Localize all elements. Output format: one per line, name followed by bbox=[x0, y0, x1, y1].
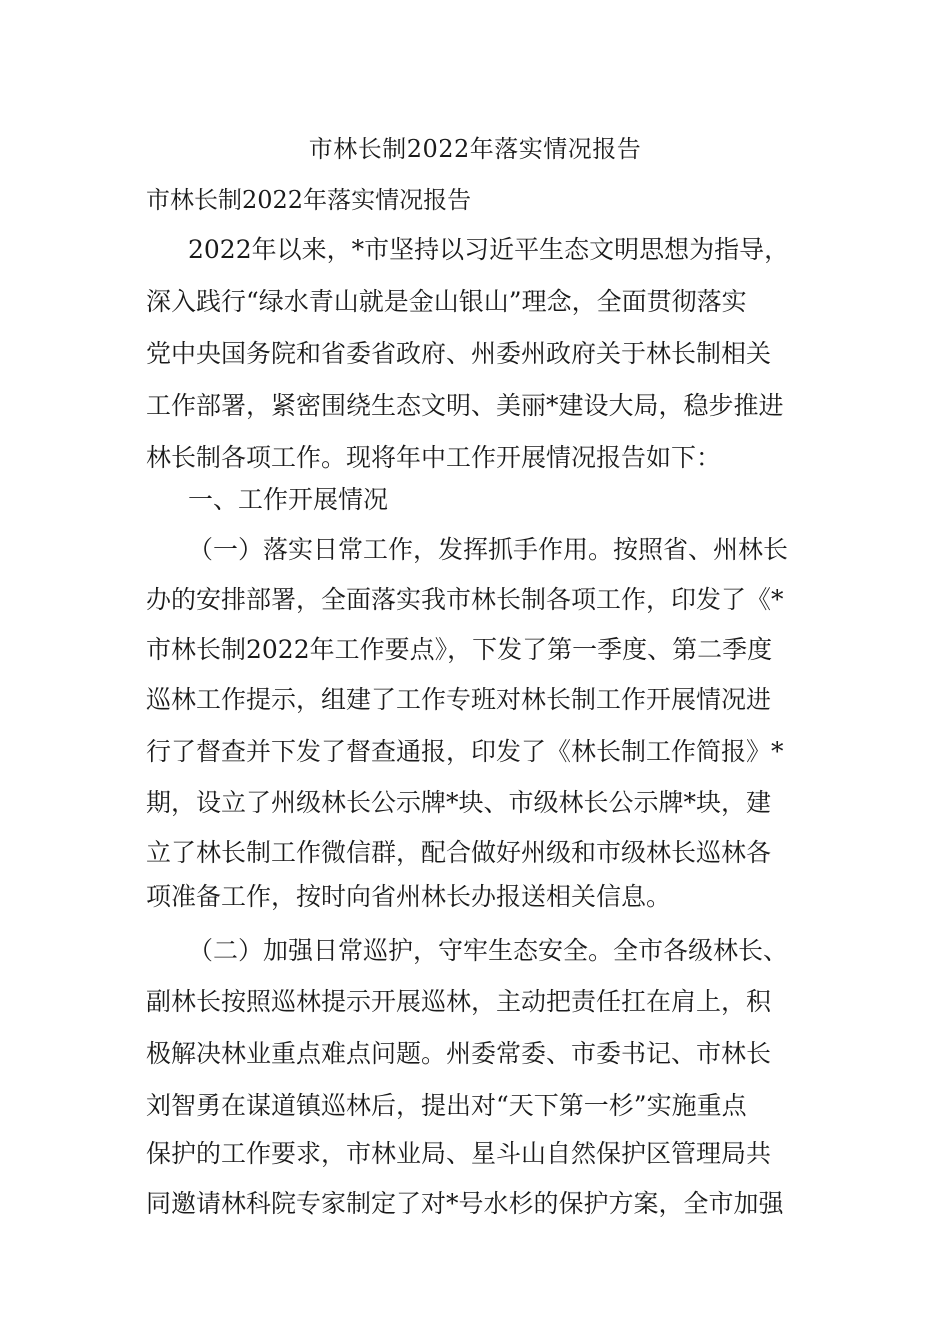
body-line: 期，设立了州级林长公示牌*块、市级林长公示牌*块，建 bbox=[146, 788, 772, 817]
body-line: 同邀请林科院专家制定了对*号水杉的保护方案，全市加强 bbox=[146, 1189, 784, 1218]
body-line: 立了林长制工作微信群，配合做好州级和市级林长巡林各 bbox=[146, 838, 772, 867]
body-line: 市林长制2022年工作要点》，下发了第一季度、第二季度 bbox=[146, 635, 773, 664]
body-line: （一）落实日常工作，发挥抓手作用。按照省、州林长 bbox=[188, 535, 789, 564]
document-title: 市林长制2022年落实情况报告 bbox=[308, 135, 642, 163]
body-line: （二）加强日常巡护，守牢生态安全。全市各级林长、 bbox=[188, 936, 789, 965]
section-heading: 一、工作开展情况 bbox=[188, 485, 389, 514]
body-line: 2022年以来，*市坚持以习近平生态文明思想为指导， bbox=[188, 235, 790, 264]
body-line: 项准备工作，按时向省州林长办报送相关信息。 bbox=[146, 882, 672, 911]
body-line: 巡林工作提示，组建了工作专班对林长制工作开展情况进 bbox=[146, 685, 772, 714]
document-subtitle: 市林长制2022年落实情况报告 bbox=[146, 186, 472, 214]
body-line: 深入践行“绿水青山就是金山银山”理念，全面贯彻落实 bbox=[146, 287, 747, 316]
body-line: 工作部署，紧密围绕生态文明、美丽*建设大局，稳步推进 bbox=[146, 391, 784, 420]
body-line: 保护的工作要求，市林业局、星斗山自然保护区管理局共 bbox=[146, 1139, 772, 1168]
body-line: 刘智勇在谋道镇巡林后，提出对“天下第一杉”实施重点 bbox=[146, 1091, 747, 1120]
body-line: 林长制各项工作。现将年中工作开展情况报告如下： bbox=[146, 443, 722, 472]
body-line: 副林长按照巡林提示开展巡林，主动把责任扛在肩上，积 bbox=[146, 987, 772, 1016]
body-line: 党中央国务院和省委省政府、州委州政府关于林长制相关 bbox=[146, 339, 772, 368]
body-line: 极解决林业重点难点问题。州委常委、市委书记、市林长 bbox=[146, 1039, 772, 1068]
body-line: 办的安排部署，全面落实我市林长制各项工作，印发了《* bbox=[146, 585, 784, 614]
body-line: 行了督查并下发了督查通报，印发了《林长制工作简报》* bbox=[146, 737, 784, 766]
